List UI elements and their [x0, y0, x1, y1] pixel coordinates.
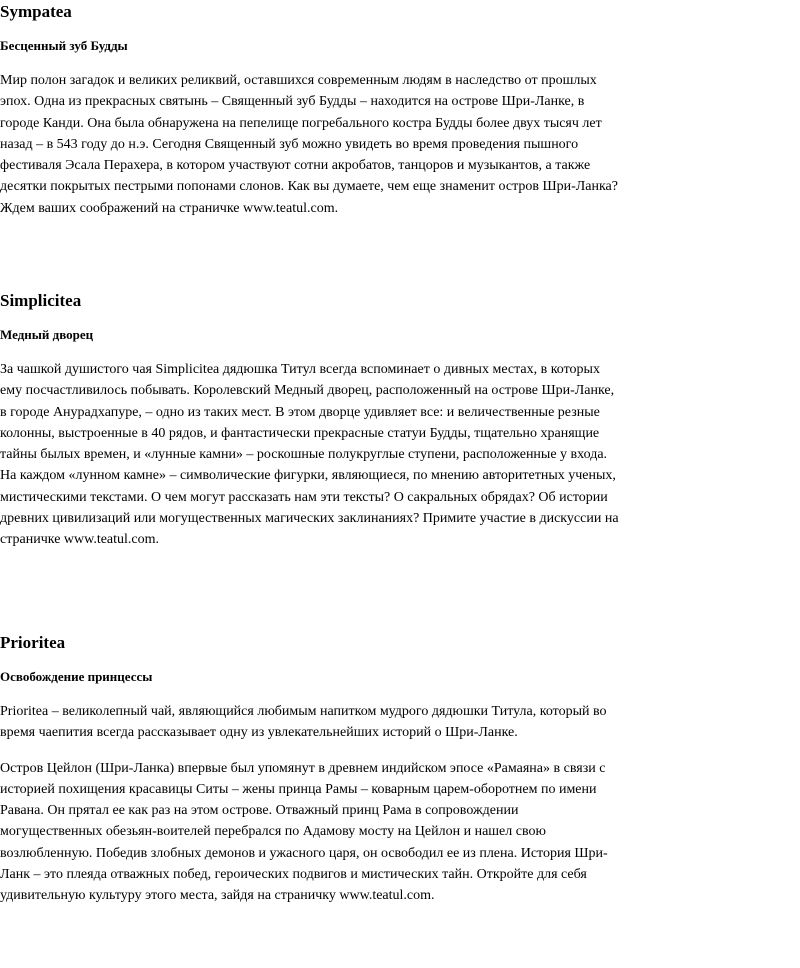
article-sympatea [0, 0, 630, 219]
article-title: Simplicitea [0, 291, 82, 310]
article-paragraph: За чашкой душистого чая Simplicitea дядюшка Титул всегда вспоминает о дивных местах, в которых ему посчастливилось побывать. Королевский Медный дворец, расположенный на острове Шри-Ланке, в городе Анурадхапуре, – одно из таких мест. В этом дворце удивляет все: и величественные резные колонны, выстроенные в 40 рядов, и фантастически прекрасные статуи Будды, тщательно хранящие тайны былых времен, и «лунные камни» – роскошные полукруглые ступени, расположенные у входа. На каждом «лунном камне» – символические фигурки, являющиеся, по мнению авторитетных ученых, мистическими текстами. О чем могут рассказать нам эти тексты? О сакральных обрядах? Об истории древних цивилизаций или могущественных магических заклинаниях? Примите участие в дискуссии на страничке www.teatul.com. [0, 362, 619, 548]
article-paragraph: Prioritea – великолепный чай, являющийся любимым напитком мудрого дядюшки Титула, который во время чаепития всегда рассказывает одну из увлекательнейших историй о Шри-Ланке. [0, 704, 607, 741]
article-subtitle: Освобождение принцессы [0, 669, 153, 684]
article-title: Sympatea [0, 2, 72, 21]
article-title: Prioritea [0, 633, 66, 652]
article-paragraph: Остров Цейлон (Шри-Ланка) впервые был упомянут в древнем индийском эпосе «Рамаяна» в связи с историей похищения красавицы Ситы – жены принца Рамы – коварным царем-оборотнем по имени Равана. Он прятал ее как раз на этом острове. Отважный принц Рама в сопровождении могущественных обезьян-воителей перебрался по Адамову мосту на Цейлон и нашел свою возлюбленную. Победив злобных демонов и ужасного царя, он освободил ее из плена. История Шри-Ланк – это плеяда отважных побед, героических подвигов и мистических тайн. Откройте для себя удивительную культуру этого места, зайдя на страничку www.teatul.com. [0, 760, 608, 904]
article-paragraph: Мир полон загадок и великих реликвий, оставшихся современным людям в наследство от прошлых эпох. Одна из прекрасных святынь – Священный зуб Будды – находится на острове Шри-Ланке, в городе Канди. Она была обнаружена на пепелище погребального костра Будды более двух тысяч лет назад – в 543 году до н.э. Сегодня Священный зуб можно увидеть во время проведения пышного фестиваля Эсала Перахера, в котором участвуют сотни акробатов, танцоров и музыкантов, а также десятки покрытых пестрыми попонами слонов. Как вы думаете, чем еще знаменит остров Шри-Ланка? Ждем ваших соображений на страничке www.teatul.com. [0, 73, 618, 216]
article-prioritea [0, 631, 630, 907]
article-simplicitea [0, 289, 630, 551]
article-subtitle: Медный дворец [0, 327, 94, 342]
article-subtitle: Бесценный зуб Будды [0, 38, 128, 53]
